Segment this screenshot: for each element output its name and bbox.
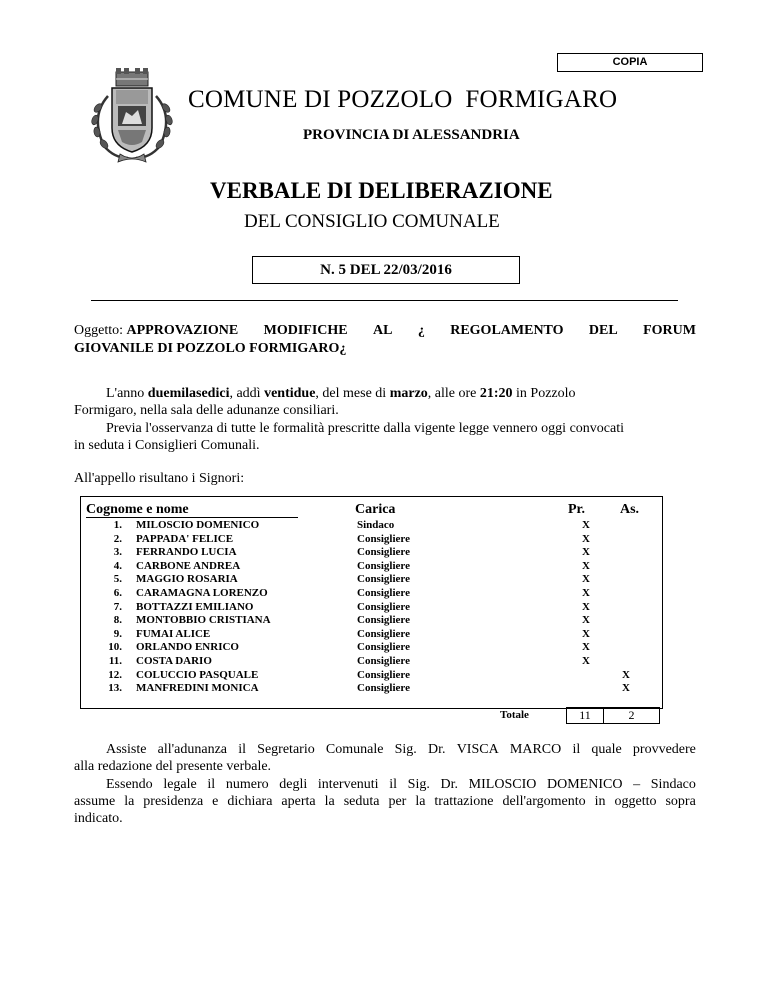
municipal-crest-logo [82,66,182,166]
row-name: COSTA DARIO [136,654,212,667]
deliberation-number: N. 5 DEL 22/03/2016 [252,256,520,284]
segretario-line2: alla redazione del presente verbale. [74,759,272,774]
row-name: CARAMAGNA LORENZO [136,586,268,599]
intro-text: L'anno [106,386,145,401]
justified-word: Sig. [394,742,417,757]
totale-presenti: 11 [566,707,604,724]
intro-time: 21:20 [479,386,513,401]
table-row [80,560,661,574]
totale-assenti: 2 [603,707,660,724]
consiglio-subtitle: DEL CONSIGLIO COMUNALE [244,211,500,232]
header-divider [91,300,678,301]
oggetto-word: AL [373,323,393,338]
row-number: 4. [113,559,122,572]
oggetto-label: Oggetto: [74,323,123,338]
justified-word: aperta [281,794,316,809]
row-name: MAGGIO ROSARIA [136,573,238,586]
convocation-paragraph [74,420,696,454]
row-name: MONTOBBIO CRISTIANA [136,614,271,627]
row-name: MILOSCIO DOMENICO [136,519,260,531]
header-underline [86,517,298,518]
justified-word: per [388,794,407,809]
justified-word: la [124,794,135,809]
convocation-line1: Previa l'osservanza di tutte le formalità prescritte dalla vigente legge vennero oggi convocati [106,421,624,436]
row-assente: X [622,668,630,681]
justified-word: il [572,742,581,757]
row-name: MANFREDINI MONICA [136,682,259,695]
table-row [80,601,661,615]
intro-month: marzo [389,386,428,401]
justified-word: legale [163,777,197,792]
row-name: FUMAI ALICE [136,627,211,640]
justified-word: sopra [665,794,696,809]
row-carica: Consigliere [357,627,410,640]
row-number: 2. [113,532,122,545]
justified-word: Assiste [106,742,147,757]
intro-text: , del mese di [315,386,387,401]
row-name: PAPPADA' FELICE [136,532,234,545]
row-number: 10. [108,641,122,654]
copia-badge: COPIA [557,53,703,72]
row-number: 1. [113,519,122,531]
row-assente: X [622,682,630,695]
header-presenti: Pr. [568,502,585,517]
row-presente: X [582,573,590,586]
justified-word: – [633,777,641,792]
row-name: ORLANDO ENRICO [136,641,239,654]
justified-word: il [389,777,398,792]
intro-text: , alle ore [427,386,477,401]
intro-line2: Formigaro, nella sala delle adunanze consiliari. [74,403,339,418]
oggetto-word: MODIFICHE [263,323,348,338]
justified-word: intervenuti [317,777,379,792]
row-number: 12. [108,668,122,681]
oggetto-word: DEL [588,323,618,338]
justified-word: in [594,794,606,809]
oggetto-word: REGOLAMENTO [450,323,564,338]
intro-paragraph [74,385,696,419]
table-row [80,669,661,683]
justified-word: MARCO [509,742,562,757]
table-row [80,655,661,669]
table-row [80,628,661,642]
row-number: 9. [113,627,122,640]
intro-year: duemilasedici [147,386,230,401]
justified-word: presidenza [143,794,204,809]
attendance-rows [80,519,661,696]
table-row [80,573,661,587]
row-presente: X [582,627,590,640]
justified-word: Sig. [407,777,430,792]
row-name: BOTTAZZI EMILIANO [136,600,254,613]
justified-word: il [238,742,246,757]
row-number: 11. [108,654,122,667]
justified-word: Comunale [325,742,384,757]
row-presente: X [582,614,590,627]
justified-word: Essendo [106,777,153,792]
provincia-subtitle: PROVINCIA DI ALESSANDRIA [303,127,520,143]
row-presente: X [582,654,590,667]
table-row [80,614,661,628]
intro-text: , addì [229,386,261,401]
justified-word: VISCA [456,742,499,757]
justified-word: numero [225,777,269,792]
oggetto-word: APPROVAZIONE [126,323,239,338]
presidenza-paragraph [74,776,696,827]
justified-word: Sindaco [650,777,696,792]
justified-word: quale [591,742,622,757]
intro-text: in Pozzolo [516,386,576,401]
comune-title: COMUNE DI POZZOLO FORMIGARO [188,86,618,113]
row-carica: Consigliere [357,668,410,681]
row-number: 7. [113,600,122,613]
row-carica: Consigliere [357,573,410,586]
header-carica: Carica [355,502,396,517]
row-number: 3. [113,546,122,559]
presidenza-line3: indicato. [74,811,123,826]
justified-word: seduta [343,794,380,809]
row-carica: Consigliere [357,682,410,695]
row-presente: X [582,600,590,613]
justified-word: MILOSCIO [468,777,537,792]
oggetto-line2: GIOVANILE DI POZZOLO FORMIGARO¿ [74,341,347,356]
table-row [80,682,661,696]
row-carica: Sindaco [357,519,395,531]
header-assenti: As. [620,502,640,517]
header-nome: Cognome e nome [86,502,189,517]
justified-word: degli [279,777,308,792]
row-carica: Consigliere [357,641,410,654]
row-carica: Consigliere [357,559,410,572]
row-presente: X [582,546,590,559]
justified-word: Dr. [440,777,459,792]
row-carica: Consigliere [357,614,410,627]
table-row [80,519,661,533]
table-row [80,533,661,547]
segretario-paragraph [74,741,696,775]
row-number: 8. [113,614,122,627]
row-carica: Consigliere [357,586,410,599]
row-name: COLUCCIO PASQUALE [136,668,259,681]
verbale-title: VERBALE DI DELIBERAZIONE [210,178,553,203]
row-name: CARBONE ANDREA [136,559,241,572]
justified-word: Dr. [428,742,446,757]
row-name: FERRANDO LUCIA [136,546,237,559]
oggetto-word: ¿ [417,323,425,338]
justified-word: all'adunanza [157,742,228,757]
row-presente: X [582,641,590,654]
justified-word: oggetto [614,794,657,809]
justified-word: dichiara [227,794,273,809]
table-row [80,587,661,601]
row-number: 5. [113,573,122,586]
justified-word: il [207,777,216,792]
appello-text: All'appello risultano i Signori: [74,471,245,486]
justified-word: dell'argomento [502,794,586,809]
row-presente: X [582,559,590,572]
totale-label: Totale [500,709,529,721]
row-carica: Consigliere [357,546,410,559]
justified-word: e [212,794,219,809]
justified-word: la [324,794,335,809]
row-presente: X [582,586,590,599]
intro-day: ventidue [264,386,316,401]
row-presente: X [582,532,590,545]
row-presente: X [582,519,590,531]
justified-word: DOMENICO [547,777,623,792]
justified-word: Segretario [257,742,315,757]
table-row [80,546,661,560]
justified-word: assume [74,794,116,809]
row-carica: Consigliere [357,600,410,613]
oggetto-word: FORUM [643,323,696,338]
oggetto-section [74,322,696,358]
justified-word: trattazione [434,794,494,809]
row-number: 13. [108,682,122,695]
justified-word: la [415,794,426,809]
table-row [80,641,661,655]
justified-word: provvedere [632,742,696,757]
convocation-line2: in seduta i Consiglieri Comunali. [74,438,260,453]
row-number: 6. [113,586,122,599]
row-carica: Consigliere [357,654,410,667]
row-carica: Consigliere [357,532,410,545]
